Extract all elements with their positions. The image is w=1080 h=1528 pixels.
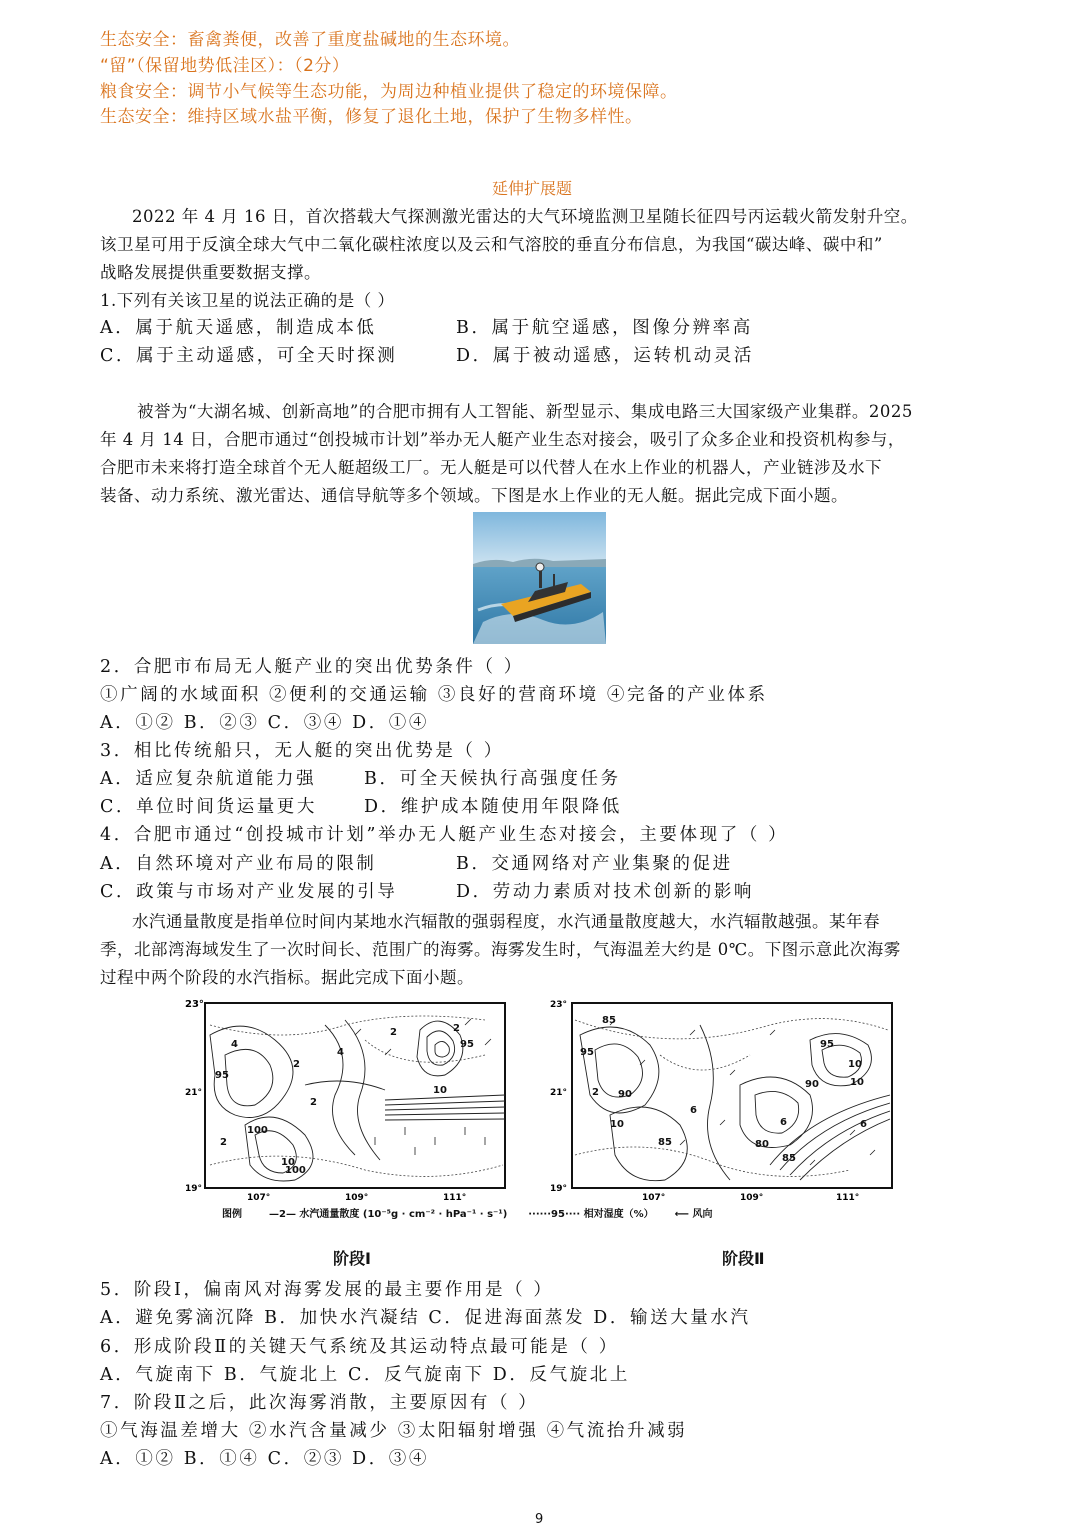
q6-options: A．气旋南下 B．气旋北上 C．反气旋南下 D．反气旋北上 (100, 1365, 631, 1385)
legend-title: 图例 (222, 1209, 242, 1220)
passage3-line-1: 水汽通量散度是指单位时间内某地水汽辐散的强弱程度，水汽通量散度越大，水汽辐散越强。某年春 (132, 912, 880, 931)
q5-stem: 5．阶段Ⅰ，偏南风对海雾发展的最主要作用是（ ） (100, 1280, 554, 1300)
page-number: 9 (535, 1512, 544, 1527)
stage2-map (550, 995, 895, 1200)
map1-value: 2 (220, 1137, 227, 1148)
passage3-line-3: 过程中两个阶段的水汽指标。据此完成下面小题。 (100, 968, 474, 987)
legend-divergence: 水汽通量散度 (10⁻⁵g · cm⁻² · hPa⁻¹ · s⁻¹) (299, 1209, 508, 1220)
lon-111: 111° (836, 1193, 860, 1200)
passage1-line-2: 该卫星可用于反演全球大气中二氧化碳柱浓度以及云和气溶胶的垂直分布信息，为我国“碳达峰、碳中和” (100, 235, 883, 254)
map2-value: 6 (860, 1119, 867, 1130)
q4-option-a: A．自然环境对产业布局的限制 (100, 854, 377, 874)
map2-value: 6 (690, 1105, 697, 1116)
q1-option-b: B．属于航空遥感，图像分辨率高 (456, 318, 753, 338)
answer-line-1: 生态安全：畜禽粪便，改善了重度盐碱地的生态环境。 (100, 30, 520, 50)
map2-value: 90 (618, 1089, 632, 1100)
lat-23: 23° (550, 1000, 568, 1010)
stage1-caption: 阶段Ⅰ (333, 1249, 371, 1268)
q4-option-b: B．交通网络对产业集聚的促进 (456, 854, 733, 874)
map1-value: 10 (281, 1157, 295, 1168)
stage1-map (185, 995, 515, 1200)
legend-rh: 相对湿度（%） (583, 1209, 654, 1220)
lon-109: 109° (345, 1193, 369, 1200)
q5-options: A．避免雾滴沉降 B．加快水汽凝结 C．促进海面蒸发 D．输送大量水汽 (100, 1308, 751, 1328)
q7-options: A．①② B．①④ C．②③ D．③④ (100, 1449, 430, 1469)
map2-value: 2 (592, 1087, 599, 1098)
stage2-caption: 阶段Ⅱ (722, 1249, 765, 1268)
map2-value: 85 (782, 1153, 796, 1164)
lon-109: 109° (740, 1193, 764, 1200)
map2-value: 85 (602, 1015, 616, 1026)
passage2-line-4: 装备、动力系统、激光雷达、通信导航等多个领域。下图是水上作业的无人艇。据此完成下面小题。 (100, 486, 848, 505)
map1-value: 95 (215, 1070, 229, 1081)
q2-options: A．①② B．②③ C．③④ D．①④ (100, 713, 430, 733)
map1-value: 4 (337, 1047, 344, 1058)
map2-value: 80 (755, 1139, 769, 1150)
map2-value: 6 (780, 1117, 787, 1128)
passage2-line-1: 被誉为“大湖名城、创新高地”的合肥市拥有人工智能、新型显示、集成电路三大国家级产业集群。2025 (137, 402, 913, 421)
answer-line-4: 生态安全：维持区域水盐平衡，修复了退化土地，保护了生物多样性。 (100, 107, 643, 127)
q3-stem: 3．相比传统船只，无人艇的突出优势是（ ） (100, 741, 504, 761)
map2-value: 90 (805, 1079, 819, 1090)
q1-option-c: C．属于主动遥感，可全天时探测 (100, 346, 398, 366)
map1-value: 2 (453, 1023, 460, 1034)
q1-option-d: D．属于被动遥感，运转机动灵活 (456, 346, 755, 366)
answer-line-2: “留”（保留地势低洼区）：（2分） (100, 56, 350, 76)
passage3-line-2: 季，北部湾海域发生了一次时间长、范围广的海雾。海雾发生时，气海温差大约是 0℃。下图示意此次海雾 (100, 940, 901, 959)
passage1-line-1: 2022 年 4 月 16 日，首次搭载大气探测激光雷达的大气环境监测卫星随长征四号丙运载火箭发射升空。 (132, 207, 918, 226)
q1-stem: 1.下列有关该卫星的说法正确的是（ ） (100, 291, 395, 310)
q3-option-a: A．适应复杂航道能力强 (100, 769, 317, 789)
passage2-line-2: 年 4 月 14 日，合肥市通过“创投城市计划”举办无人艇产业生态对接会，吸引了众多企业和投资机构参与， (100, 430, 905, 449)
lon-111: 111° (443, 1193, 467, 1200)
q4-option-d: D．劳动力素质对技术创新的影响 (456, 882, 755, 902)
lon-107: 107° (642, 1193, 666, 1200)
map1-value: 4 (231, 1039, 238, 1050)
legend-wind: 风向 (692, 1209, 713, 1220)
map2-value: 95 (580, 1047, 594, 1058)
q3-option-c: C．单位时间货运量更大 (100, 797, 317, 817)
q1-option-a: A．属于航天遥感，制造成本低 (100, 318, 377, 338)
lat-19: 19° (550, 1184, 568, 1194)
q2-items: ①广阔的水域面积 ②便利的交通运输 ③良好的营商环境 ④完备的产业体系 (100, 685, 768, 705)
map1-value: 10 (433, 1085, 447, 1096)
q7-items: ①气海温差增大 ②水汽含量减少 ③太阳辐射增强 ④气流抬升减弱 (100, 1421, 688, 1441)
legend-rh-line: ······95···· (528, 1209, 581, 1220)
map1-value: 100 (247, 1125, 268, 1136)
lat-19: 19° (185, 1184, 203, 1194)
lon-107: 107° (247, 1193, 271, 1200)
map2-value: 10 (850, 1077, 864, 1088)
answer-line-3: 粮食安全：调节小气候等生态功能，为周边种植业提供了稳定的环境保障。 (100, 82, 678, 102)
q3-option-d: D．维护成本随使用年限降低 (364, 797, 622, 817)
map1-value: 2 (310, 1097, 317, 1108)
q2-stem: 2．合肥市布局无人艇产业的突出优势条件（ ） (100, 657, 524, 677)
q4-option-c: C．政策与市场对产业发展的引导 (100, 882, 398, 902)
wind-arrow-icon: ⟵ (674, 1209, 689, 1220)
map2-value: 10 (848, 1059, 862, 1070)
section-title: 延伸扩展题 (492, 179, 573, 198)
map1-value: 2 (390, 1027, 397, 1038)
q4-stem: 4．合肥市通过“创投城市计划”举办无人艇产业生态对接会，主要体现了（ ） (100, 825, 789, 845)
map2-value: 95 (820, 1039, 834, 1050)
map1-value: 2 (293, 1059, 300, 1070)
q3-option-b: B．可全天候执行高强度任务 (364, 769, 621, 789)
unmanned-boat-image (473, 512, 606, 644)
map2-value: 10 (610, 1119, 624, 1130)
figure-legend (222, 1205, 712, 1220)
passage1-line-3: 战略发展提供重要数据支撑。 (100, 263, 321, 282)
lat-21: 21° (550, 1088, 568, 1098)
q6-stem: 6．形成阶段Ⅱ的关键天气系统及其运动特点最可能是（ ） (100, 1337, 619, 1357)
legend-contour-line: —2— (268, 1209, 296, 1220)
map1-value: 100 (285, 1165, 306, 1176)
map1-value: 95 (460, 1039, 474, 1050)
lat-21: 21° (185, 1088, 203, 1098)
lat-23: 23° (185, 999, 204, 1010)
passage2-line-3: 合肥市未来将打造全球首个无人艇超级工厂。无人艇是可以代替人在水上作业的机器人，产业链涉及水下 (100, 458, 882, 477)
map2-value: 85 (658, 1137, 672, 1148)
q7-stem: 7．阶段Ⅱ之后，此次海雾消散，主要原因有（ ） (100, 1393, 539, 1413)
